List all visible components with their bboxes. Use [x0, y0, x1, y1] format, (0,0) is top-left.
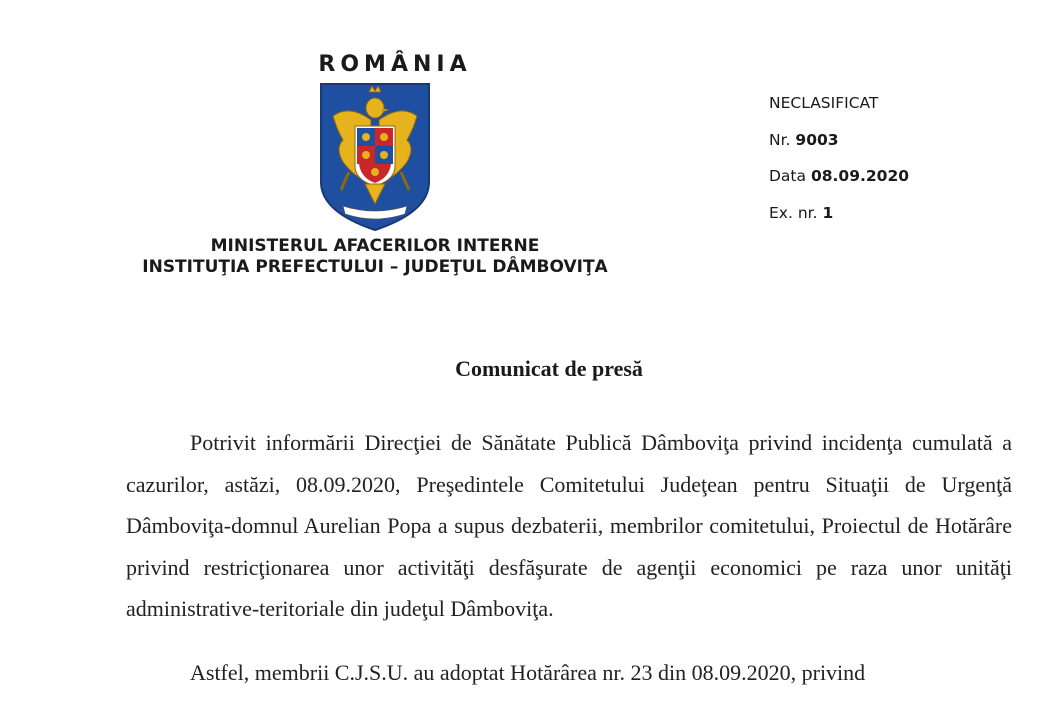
document-metadata	[769, 85, 909, 231]
institution-name: INSTITUŢIA PREFECTULUI – JUDEŢUL DÂMBOVIŢA	[142, 257, 608, 277]
document-body	[126, 422, 1012, 693]
document-date	[769, 158, 909, 195]
copy-label: Ex. nr.	[769, 203, 818, 222]
classification-label: NECLASIFICAT	[769, 94, 879, 112]
paragraph: Potrivit informării Direcţiei de Sănătate Publică Dâmboviţa privind incidenţa cumulată a cazurilor, astăzi, 08.09.2020, Preşedintele Comitetului Judeţean pentru Situaţii de Urgenţă Dâmboviţa-domnul Aurelian Popa a supus dezbaterii, membrilor comitetului, Proiectul de Hotărâre privind restricţionarea unor activităţi desfăşurate de agenţii economici pe raza unor unităţi administrative-teritoriale din judeţul Dâmboviţa.	[126, 430, 1012, 621]
number-label: Nr.	[769, 130, 791, 149]
document-title: Comunicat de presă	[455, 356, 643, 381]
copy-number	[769, 195, 909, 232]
institution-block	[100, 236, 650, 278]
date-value: 08.09.2020	[810, 167, 910, 185]
country-name: ROMÂNIA	[318, 52, 472, 77]
letterhead	[100, 50, 650, 278]
ministry-name: MINISTERUL AFACERILOR INTERNE	[210, 236, 540, 256]
date-label: Data	[769, 167, 807, 185]
number-value: 9003	[795, 130, 839, 149]
registration-number	[769, 122, 909, 159]
romanian-coat-of-arms-icon	[319, 82, 431, 232]
paragraph: Astfel, membrii C.J.S.U. au adoptat Hotărârea nr. 23 din 08.09.2020, privind	[190, 659, 866, 685]
copy-value: 1	[822, 203, 834, 222]
